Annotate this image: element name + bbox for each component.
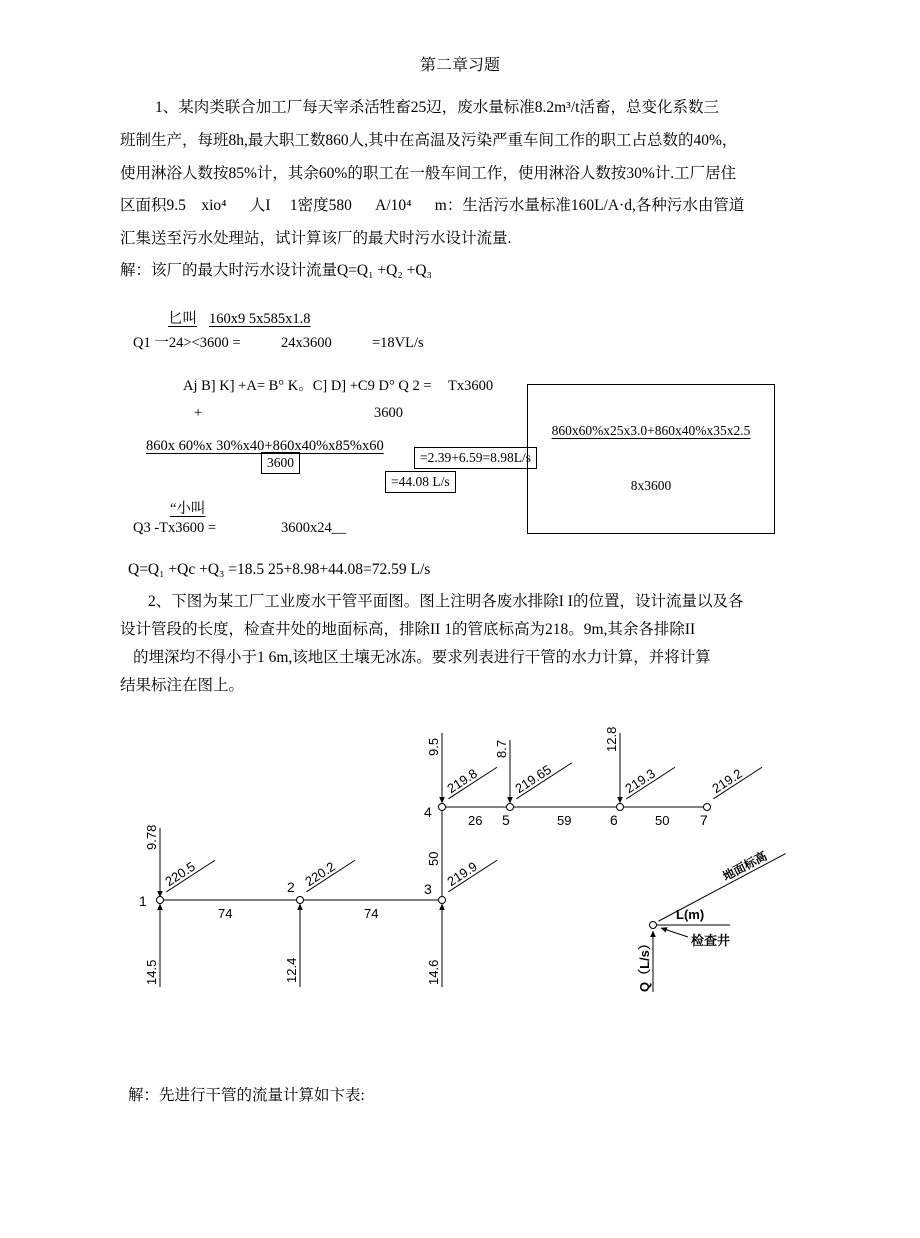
svg-text:219.65: 219.65 <box>512 761 554 797</box>
legend-ground-label: 地面标高 <box>720 848 770 884</box>
problem1-line-3: 使用淋浴人数按85%计，其余60%的职工在一般车间工作，使用淋浴人数按30%计.工厂居住 <box>120 165 737 182</box>
problem1-line-2: 班制生产，每班8h,最大职工数860人,其中在高温及污染严重车间工作的职工占总数的40%， <box>120 132 738 149</box>
svg-text:220.5: 220.5 <box>162 858 198 890</box>
formula-q2-t3600: Tx3600 <box>448 378 494 394</box>
inflow-label-n1-top: 9.78 <box>144 824 159 850</box>
problem2-line-1: 2、下图为某工厂工业废水干管平面图。图上注明各废水排除I I的位置，设计流量以及各 <box>148 593 744 610</box>
formula-q1-numerator: 160x9 5x585x1.8 <box>209 311 311 327</box>
formula-q1-denominator: 24x3600 <box>281 335 332 351</box>
formula-q2-numerator2: 860x 60%x 30%x40+860x40%x85%x60 <box>146 438 384 454</box>
elevation-n6 <box>618 755 675 799</box>
elevation-n1 <box>158 848 215 892</box>
inflow-label-n6-top: 12.8 <box>604 726 619 752</box>
node-label-2: 2 <box>287 879 295 895</box>
q2-box-numerator: 860x60%x25x3.0+860x40%x35x2.5 <box>551 423 751 439</box>
legend-well-label: 检查井 <box>691 933 731 948</box>
formula-q2-lhs: Aj B] K] +A= B° K。C] D] +C9 D° Q 2 = <box>183 378 432 394</box>
legend-ground-diagonal <box>651 839 786 921</box>
q2-box-denominator: 8x3600 <box>630 478 672 494</box>
legend-length-label: L(m) <box>676 907 705 922</box>
length-seg-1-2: 74 <box>218 906 233 921</box>
length-seg-5-6: 59 <box>557 813 572 828</box>
svg-text:219.2: 219.2 <box>709 765 745 797</box>
node-label-4: 4 <box>424 804 432 820</box>
node-label-6: 6 <box>610 812 618 828</box>
length-seg-4-5: 26 <box>468 813 483 828</box>
formula-q2-denom-box: 3600 <box>261 452 300 474</box>
elevation-n7 <box>705 755 762 799</box>
problem2-line-3: 的埋深均不得小于1 6m,该地区土壤无冰冻。要求列表进行干管的水力计算，并将计算 <box>133 649 711 666</box>
page-title: 第二章习题 <box>419 57 500 74</box>
inflow-label-n5-top: 8.7 <box>494 739 509 758</box>
formula-q2-plus: + <box>194 405 203 421</box>
problem1-line-1: 1、某肉类联合加工厂每天宰杀活牲畜25辺，废水量标准8.2m³/t活畜，总变化系数三 <box>155 99 719 116</box>
formula-q1-result: =18VL/s <box>372 335 424 351</box>
formula-q3-denominator: 3600x24__ <box>281 520 347 536</box>
solution2-intro: 解：先进行干管的流量计算如卞表: <box>128 1087 365 1104</box>
formula-q2-result-box: =44.08 L/s <box>385 471 456 493</box>
segment-length-labels <box>218 813 669 921</box>
elevation-n2 <box>298 848 355 892</box>
formula-q1-lhs: Q1 一24><3600 = <box>133 335 241 351</box>
solution1-intro: 解：该厂的最大时污水设计流量Q=Q₁ +Q₂ +Q₃ <box>120 262 432 279</box>
legend <box>637 839 786 992</box>
problem2-line-4: 结果标注在图上。 <box>120 677 245 694</box>
elevation-labels <box>158 750 762 892</box>
length-seg-6-7: 50 <box>655 813 670 828</box>
inflow-label-n3-bottom: 14.6 <box>426 959 441 985</box>
problem2-line-2: 设计管段的长度，检查井处的地面标高，排除II 1的管底标高为218。9m,其余各排除II <box>120 621 696 638</box>
problem1-line-4: 区面积9.5 xio⁴ 人I 1密度580 A/10⁴ m：生活污水量标准160L/A·d,各种污水由管道 <box>120 197 745 214</box>
svg-text:219.8: 219.8 <box>444 765 480 797</box>
svg-text:219.3: 219.3 <box>622 765 658 797</box>
node-label-3: 3 <box>424 881 432 897</box>
node-label-5: 5 <box>502 812 510 828</box>
elevation-n5 <box>508 750 572 799</box>
formula-q2-fraction-box <box>527 384 775 534</box>
formula-q1-label: 匕叫 <box>168 311 197 327</box>
formula-q3-lhs: Q3 -Tx3600 = <box>133 520 217 536</box>
elevation-n4 <box>440 755 497 799</box>
node-label-1: 1 <box>139 893 147 909</box>
length-seg-2-3: 74 <box>364 906 379 921</box>
length-seg-3-4: 50 <box>426 851 441 866</box>
formula-q3-label: “小叫 <box>170 501 206 517</box>
legend-flow-label: Q（L/s） <box>637 937 652 992</box>
inflow-label-n2-bottom: 12.4 <box>284 957 299 983</box>
node-label-7: 7 <box>700 812 708 828</box>
elevation-n3 <box>440 848 497 892</box>
inflow-label-n1-bottom: 14.5 <box>144 959 159 985</box>
pipe-network-diagram <box>0 700 920 1010</box>
svg-text:219.9: 219.9 <box>444 858 480 890</box>
formula-q2-partial-result-box: =2.39+6.59=8.98L/s <box>414 447 537 469</box>
inflow-label-n4-top: 9.5 <box>426 737 441 756</box>
svg-text:220.2: 220.2 <box>302 858 338 890</box>
problem1-line-5: 汇集送至污水处理站，试计算该厂的最犬时污水设计流量. <box>120 230 512 247</box>
node-labels <box>139 804 708 909</box>
legend-manhole-circle <box>650 922 657 929</box>
formula-q2-denom: 3600 <box>374 405 403 421</box>
formula-total: Q=Q₁ +Qc +Q₃ =18.5 25+8.98+44.08=72.59 L/s <box>128 561 431 578</box>
